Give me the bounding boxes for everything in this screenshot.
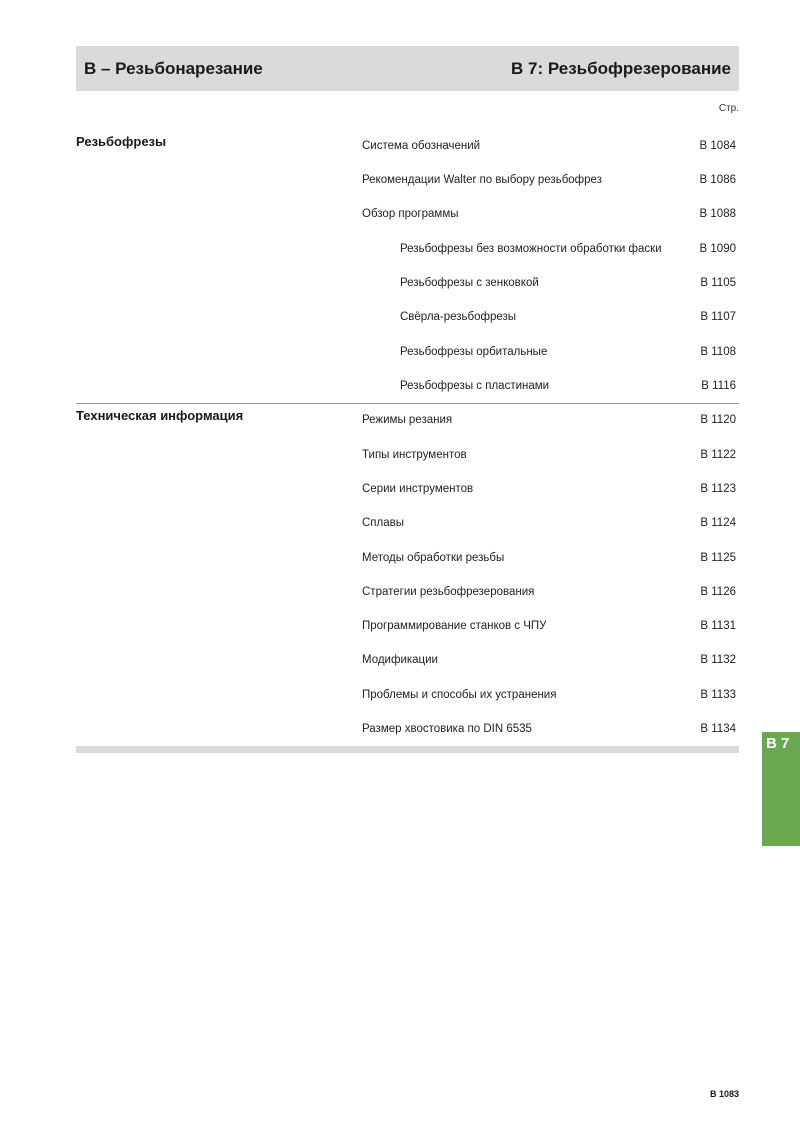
toc-row-page: B 1084 [699, 140, 736, 152]
section-divider [76, 403, 739, 404]
toc-row-label: Резьбофрезы орбитальные [400, 346, 548, 358]
toc-row-label: Типы инструментов [362, 449, 467, 461]
toc-row-label: Стратегии резьбофрезерования [362, 586, 535, 598]
chapter-side-tab[interactable] [762, 732, 800, 846]
toc-row[interactable] [362, 170, 736, 190]
toc-row[interactable] [362, 136, 736, 156]
page-header [76, 46, 739, 91]
toc-row[interactable] [362, 342, 736, 362]
toc-row-page: B 1133 [700, 689, 736, 701]
toc-row[interactable] [362, 685, 736, 705]
toc-row-label: Режимы резания [362, 414, 453, 426]
toc-row-label: Размер хвостовика по DIN 6535 [362, 723, 532, 735]
toc-row[interactable] [362, 719, 736, 739]
toc-row-page: B 1125 [700, 552, 736, 564]
toc-row[interactable] [362, 410, 736, 430]
toc-row-page: B 1124 [700, 517, 736, 529]
toc-row-page: B 1105 [700, 277, 736, 289]
toc-row-label: Методы обработки резьбы [362, 552, 505, 564]
section-title-header: B 7: Резьбофрезерование [510, 59, 731, 78]
toc-row-label: Резьбофрезы с пластинами [400, 380, 550, 392]
toc-row[interactable] [362, 307, 736, 327]
toc-row[interactable] [362, 376, 736, 396]
toc-row-page: B 1088 [699, 208, 736, 220]
toc-row-label: Проблемы и способы их устранения [362, 689, 557, 701]
toc-row[interactable] [362, 445, 736, 465]
toc-row-label: Обзор программы [362, 208, 459, 220]
toc-row-label: Свёрла-резьбофрезы [400, 311, 517, 323]
toc-row-page: B 1132 [700, 654, 736, 666]
toc-row-label: Резьбофрезы с зенковкой [400, 277, 539, 289]
section-heading-thread-mills: Резьбофрезы [76, 134, 167, 149]
section-heading-technical-info: Техническая информация [76, 408, 244, 423]
toc-row[interactable] [362, 239, 736, 259]
toc-row-page: B 1134 [700, 723, 736, 735]
side-tab-label: B 7 [766, 735, 790, 752]
toc-row-label: Модификации [362, 654, 438, 666]
toc-row-label: Серии инструментов [362, 483, 474, 495]
toc-row-page: B 1090 [699, 243, 736, 255]
toc-row-page: B 1116 [701, 380, 736, 392]
page-number: B 1083 [709, 1089, 739, 1099]
toc-row-page: B 1126 [700, 586, 736, 598]
toc-row[interactable] [362, 513, 736, 533]
toc-row-page: B 1122 [700, 449, 736, 461]
toc-row-label: Программирование станков с ЧПУ [362, 620, 547, 632]
toc-row[interactable] [362, 548, 736, 568]
toc-row-label: Рекомендации Walter по выбору резьбофрез [362, 174, 602, 186]
toc-row-label: Резьбофрезы без возможности обработки фаски [400, 243, 662, 255]
toc-row-page: B 1108 [700, 346, 736, 358]
toc-row[interactable] [362, 204, 736, 224]
toc-row[interactable] [362, 273, 736, 293]
toc-row[interactable] [362, 479, 736, 499]
chapter-title: B – Резьбонарезание [84, 59, 263, 78]
toc-row-page: B 1131 [700, 620, 736, 632]
toc-row[interactable] [362, 616, 736, 636]
toc-row-page: B 1107 [700, 311, 736, 323]
page-column-label: Стр. [718, 103, 739, 114]
toc-row-page: B 1123 [700, 483, 736, 495]
toc-row-page: B 1120 [700, 414, 736, 426]
toc-row[interactable] [362, 650, 736, 670]
toc-row-label: Система обозначений [362, 140, 481, 152]
toc-row[interactable] [362, 582, 736, 602]
toc-row-page: B 1086 [699, 174, 736, 186]
toc-row-label: Сплавы [362, 517, 405, 529]
section-end-bar [76, 746, 739, 753]
